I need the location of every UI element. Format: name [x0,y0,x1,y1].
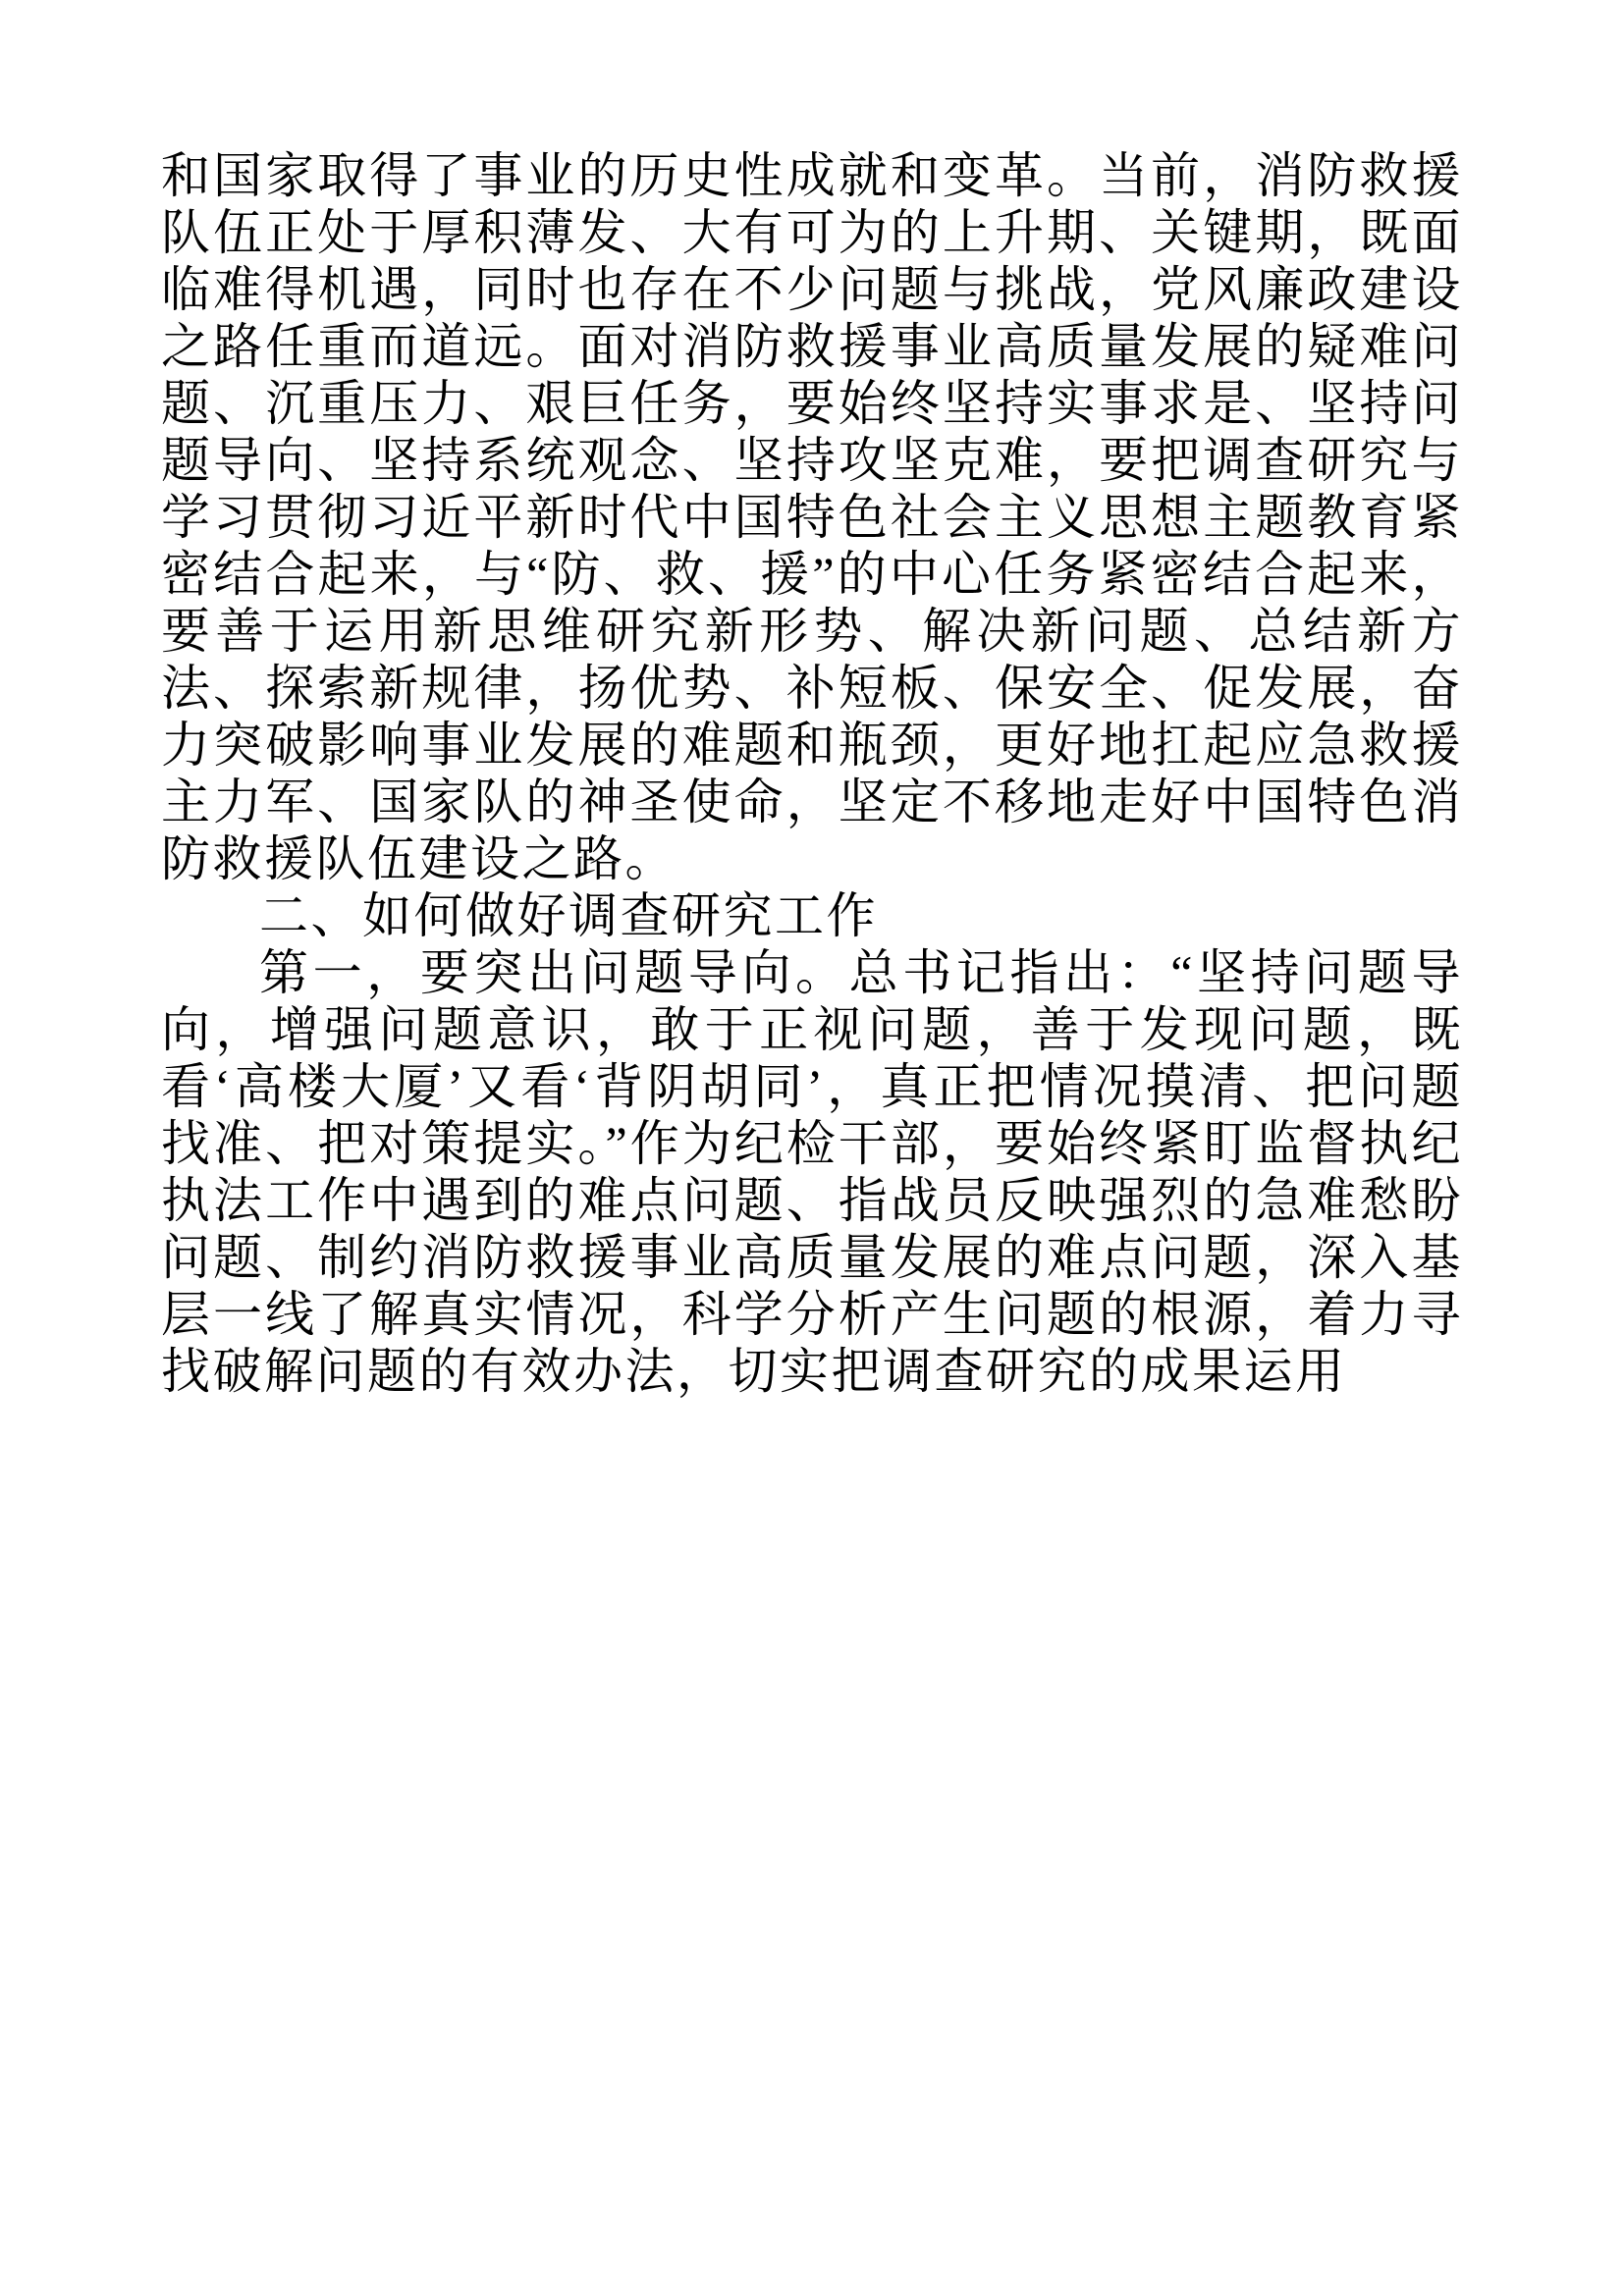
section-heading: 二、如何做好调查研究工作 [259,888,878,943]
document-body [161,147,1463,1400]
paragraph-body: 第一，要突出问题导向。总书记指出：“坚持问题导向，增强问题意识，敢于正视问题，善于发现问题，既看‘高楼大厦’又看‘背阴胡同’，真正把情况摸清、把问题找准、把对策提实。”作为纪检干部，要始终紧盯监督执纪执法工作中遇到的难点问题、指战员反映强烈的急难愁盼问题、制约消防救援事业高质量发展的难点问题，深入基层一线了解真实情况，科学分析产生问题的根源，着力寻找破解问题的有效办法，切实把调查研究的成果运用 [161,945,1463,1399]
paragraph-continuation: 和国家取得了事业的历史性成就和变革。当前，消防救援队伍正处于厚积薄发、大有可为的上升期、关键期，既面临难得机遇，同时也存在不少问题与挑战，党风廉政建设之路任重而道远。面对消防救援事业高质量发展的疑难问题、沉重压力、艰巨任务，要始终坚持实事求是、坚持问题导向、坚持系统观念、坚持攻坚克难，要把调查研究与学习贯彻习近平新时代中国特色社会主义思想主题教育紧密结合起来，与“防、救、援”的中心任务紧密结合起来，要善于运用新思维研究新形势、解决新问题、总结新方法、探索新规律，扬优势、补短板、保安全、促发展，奋力突破影响事业发展的难题和瓶颈，更好地扛起应急救援主力军、国家队的神圣使命，坚定不移地走好中国特色消防救援队伍建设之路。 [161,148,1463,886]
